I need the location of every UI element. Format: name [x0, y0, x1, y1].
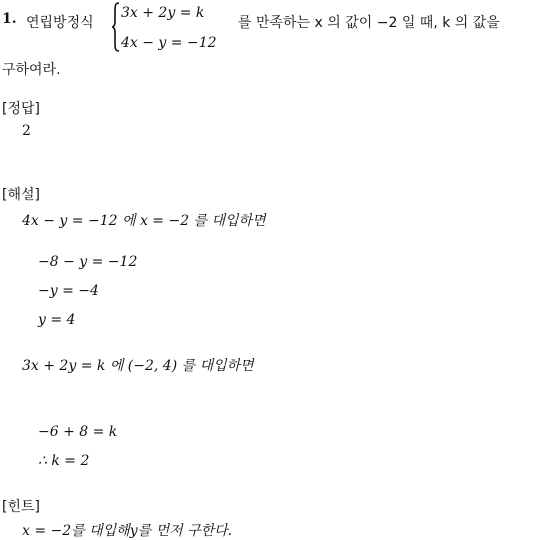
system-equation-1: 3x + 2y = k: [121, 5, 205, 21]
answer-label: [정답]: [2, 101, 40, 117]
problem-intro: 연립방정식: [26, 15, 94, 31]
solution-label: [해설]: [2, 187, 40, 203]
calc-line-4: −6 + 8 = k: [38, 424, 118, 440]
calc-line-5: ∴ k = 2: [38, 453, 90, 469]
system-equation-2: 4x − y = −12: [121, 35, 217, 51]
calc-line-1: −8 − y = −12: [38, 254, 138, 270]
calc-line-2: −y = −4: [38, 283, 99, 299]
calc-line-3: y = 4: [38, 312, 76, 328]
solution-step-2: 3x + 2y = k 에 (−2, 4) 를 대입하면: [22, 358, 254, 374]
problem-continuation: 구하여라.: [2, 62, 61, 78]
hint-label: [힌트]: [2, 499, 40, 515]
problem-number: 1.: [2, 11, 17, 27]
problem-condition: 를 만족하는 x 의 값이 −2 일 때, k 의 값을: [238, 15, 500, 31]
system-brace: [111, 2, 120, 52]
hint-text: x = −2를 대입해y를 먼저 구한다.: [22, 523, 233, 539]
solution-step-1: 4x − y = −12 에 x = −2 를 대입하면: [22, 213, 266, 229]
answer-value: 2: [22, 123, 31, 139]
